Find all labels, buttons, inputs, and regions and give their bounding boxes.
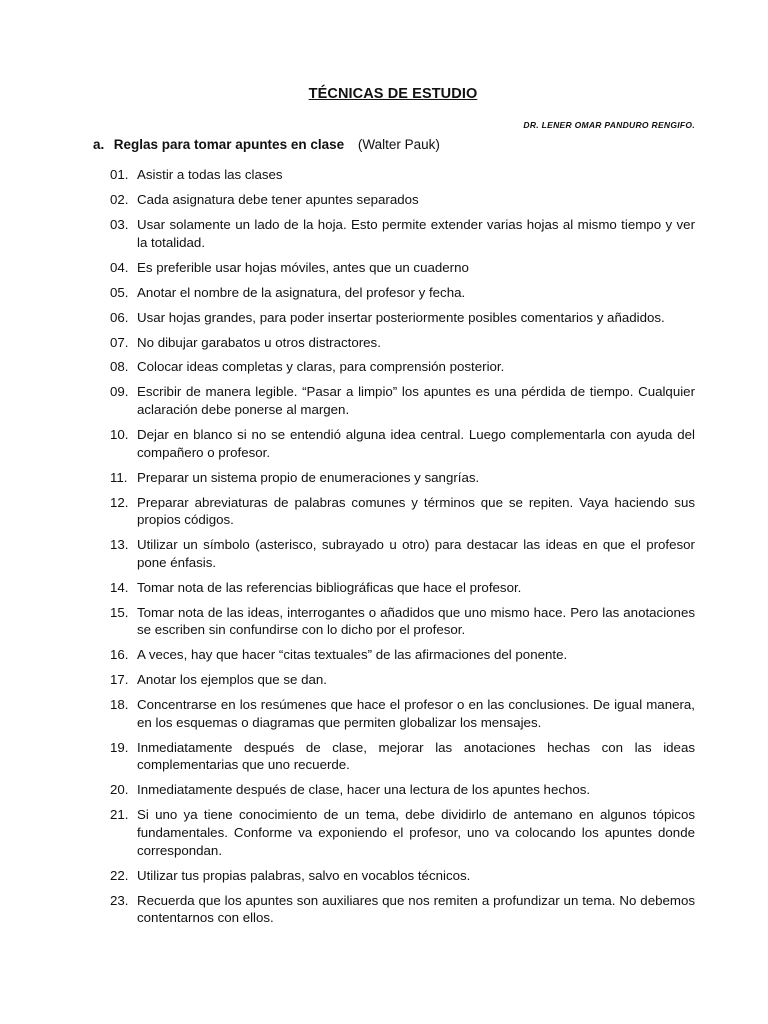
- list-item-number: 02.: [110, 191, 129, 207]
- list-item-number: 17.: [110, 672, 129, 688]
- list-item-text: Anotar los ejemplos que se dan.: [137, 672, 327, 688]
- list-item: [110, 671, 695, 689]
- list-item-number: 13.: [110, 537, 129, 553]
- list-item-text: Anotar el nombre de la asignatura, del profesor y fecha.: [137, 284, 466, 300]
- list-item-number: 05.: [110, 284, 129, 300]
- list-item-number: 11.: [110, 469, 128, 485]
- list-item-number: 16.: [110, 647, 129, 663]
- list-item: [110, 739, 695, 774]
- list-item-number: 08.: [110, 359, 129, 375]
- list-item-number: 03.: [110, 216, 129, 232]
- list-item: [110, 259, 695, 277]
- list-item-text: Preparar abreviaturas de palabras comunes y términos que se repiten. Vaya haciendo sus propios códigos.: [137, 494, 695, 528]
- list-item-text: Usar solamente un lado de la hoja. Esto permite extender varias hojas al mismo tiempo y ver la totalidad.: [137, 216, 695, 250]
- list-item: [110, 334, 695, 352]
- list-item: [110, 536, 695, 571]
- list-item-number: 12.: [110, 494, 129, 510]
- list-item-number: 07.: [110, 334, 129, 350]
- list-item-text: Asistir a todas las clases: [137, 167, 283, 182]
- list-item-text: Concentrarse en los resúmenes que hace el profesor o en las conclusiones. De igual manera, en los esquemas o diagramas que permiten globalizar los mensajes.: [137, 697, 695, 730]
- list-item: [110, 469, 695, 487]
- list-item: [110, 806, 695, 859]
- list-item-text: Utilizar un símbolo (asterisco, subrayado u otro) para destacar las ideas en que el profesor pone énfasis.: [137, 537, 695, 570]
- list-item: [110, 604, 695, 639]
- list-item-text: Inmediatamente después de clase, mejorar las anotaciones hechas con las ideas complementarias que uno recuerde.: [137, 739, 695, 773]
- list-item: [110, 358, 695, 376]
- list-item-number: 10.: [110, 427, 129, 443]
- list-item-text: Colocar ideas completas y claras, para comprensión posterior.: [137, 359, 505, 375]
- list-item-text: No dibujar garabatos u otros distractores.: [137, 334, 381, 350]
- list-item-text: Preparar un sistema propio de enumeraciones y sangrías.: [137, 469, 480, 485]
- list-item: [110, 867, 695, 885]
- list-item-number: 14.: [110, 579, 129, 595]
- list-item-number: 19.: [110, 739, 129, 755]
- list-item-number: 23.: [110, 892, 129, 908]
- list-item-text: A veces, hay que hacer “citas textuales” de las afirmaciones del ponente.: [137, 647, 568, 663]
- list-item-number: 01.: [110, 167, 129, 182]
- list-item: [110, 284, 695, 302]
- list-item-text: Tomar nota de las referencias bibliográficas que hace el profesor.: [137, 579, 522, 595]
- list-item: [110, 781, 695, 799]
- list-item-text: Inmediatamente después de clase, hacer una lectura de los apuntes hechos.: [137, 782, 591, 798]
- list-item: [110, 191, 695, 209]
- list-item: [110, 579, 695, 597]
- section-heading: [93, 137, 440, 152]
- section-letter: a.: [93, 137, 105, 152]
- list-item: [110, 696, 695, 731]
- rules-list: [110, 166, 695, 934]
- list-item: [110, 383, 695, 418]
- document-author: DR. LENER OMAR PANDURO RENGIFO.: [523, 120, 695, 130]
- list-item-text: Utilizar tus propias palabras, salvo en vocablos técnicos.: [137, 867, 471, 883]
- list-item-number: 20.: [110, 782, 129, 798]
- list-item-text: Usar hojas grandes, para poder insertar posteriormente posibles comentarios y añadidos.: [137, 309, 665, 325]
- list-item: [110, 309, 695, 327]
- list-item-text: Es preferible usar hojas móviles, antes que un cuaderno: [137, 259, 469, 275]
- list-item: [110, 166, 695, 184]
- list-item-number: 06.: [110, 309, 129, 325]
- list-item-number: 15.: [110, 604, 129, 620]
- list-item: [110, 892, 695, 927]
- list-item-text: Tomar nota de las ideas, interrogantes o añadidos que uno mismo hace. Pero las anotaciones se escriben sin confundirse con lo dicho por el profesor.: [137, 604, 695, 638]
- list-item-number: 18.: [110, 697, 129, 713]
- list-item-text: Escribir de manera legible. “Pasar a limpio” los apuntes es una pérdida de tiempo. Cualquier aclaración debe ponerse al margen.: [137, 384, 695, 418]
- list-item-text: Recuerda que los apuntes son auxiliares que nos remiten a profundizar un tema. No debemos contentarnos con ellos.: [137, 892, 695, 926]
- list-item-text: Si uno ya tiene conocimiento de un tema, debe dividirlo de antemano en algunos tópicos fundamentales. Conforme va exponiendo el profesor, uno va colocando los apuntes donde correspondan.: [137, 807, 695, 858]
- list-item: [110, 426, 695, 461]
- list-item-text: Dejar en blanco si no se entendió alguna idea central. Luego complementarla con ayuda del compañero o profesor.: [137, 427, 695, 460]
- list-item-number: 09.: [110, 384, 129, 400]
- section-title: Reglas para tomar apuntes en clase: [113, 137, 345, 152]
- list-item: [110, 646, 695, 664]
- list-item-number: 04.: [110, 259, 129, 275]
- section-source: (Walter Pauk): [357, 137, 440, 152]
- list-item-number: 22.: [110, 867, 129, 883]
- document-title: TÉCNICAS DE ESTUDIO: [308, 86, 478, 102]
- list-item-text: Cada asignatura debe tener apuntes separados: [137, 191, 419, 207]
- list-item: [110, 494, 695, 529]
- list-item-number: 21.: [110, 807, 129, 823]
- list-item: [110, 216, 695, 251]
